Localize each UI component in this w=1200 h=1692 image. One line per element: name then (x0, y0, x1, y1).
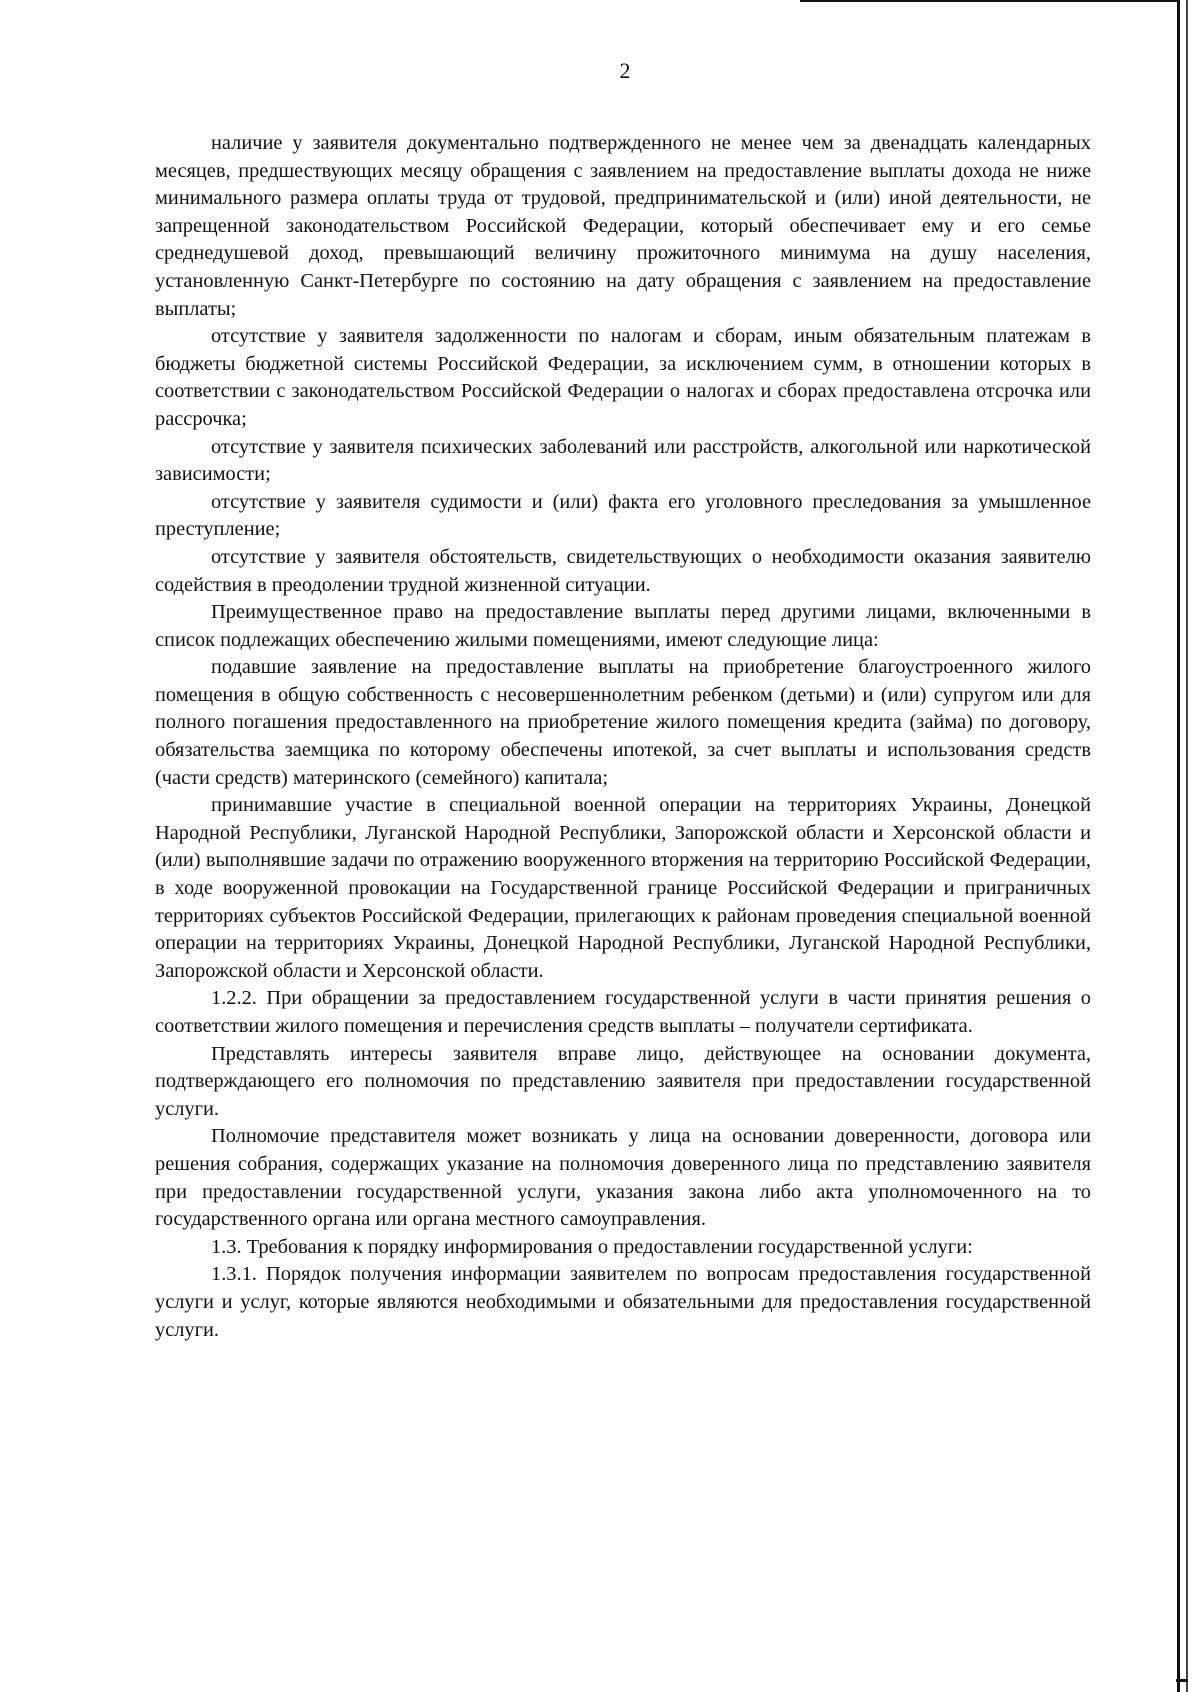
paragraph: 1.2.2. При обращении за предоставлением государственной услуги в части принятия решения о соответствии жилого помещения и перечисления средств выплаты – получатели сертификата. (155, 987, 1091, 1037)
paragraph: Представлять интересы заявителя вправе лицо, действующее на основании документа, подтверждающего его полномочия по представлению заявителя при предоставлении государственной услуги. (155, 1042, 1091, 1120)
scan-edge-right (1177, 0, 1180, 1692)
paragraph: отсутствие у заявителя судимости и (или) факта его уголовного преследования за умышленное преступление; (155, 490, 1091, 541)
paragraph: отсутствие у заявителя обстоятельств, свидетельствующих о необходимости оказания заявителю содействия в преодолении трудной жизненной ситуации. (155, 545, 1091, 596)
paragraph: 1.3.1. Порядок получения информации заявителем по вопросам предоставления государственной услуги и услуг, которые являются необходимыми и обязательными для предоставления государственной услуги. (155, 1263, 1091, 1341)
paragraph: Преимущественное право на предоставление выплаты перед другими лицами, включенными в список подлежащих обеспечению жилыми помещениями, имеют следующие лица: (155, 601, 1091, 651)
paragraph: 1.3. Требования к порядку информирования о предоставлении государственной услуги: (211, 1235, 973, 1258)
scan-edge-top (800, 0, 1180, 2)
paragraph: Полномочие представителя может возникать у лица на основании доверенности, договора или решения собрания, содержащих указание на полномочия доверенного лица по представлению заявителя при предоставлении государственной услуги, указания закона либо акта уполномоченного на то государственного органа или органа местного самоуправления. (155, 1125, 1091, 1231)
paragraph: отсутствие у заявителя задолженности по налогам и сборам, иным обязательным платежам в бюджеты бюджетной системы Российской Федерации, за исключением сумм, в отношении которых в соответствии с законодательством Российской Федерации о налогах и сборах предоставлена отсрочка или рассрочка; (155, 325, 1091, 430)
paragraph: подавшие заявление на предоставление выплаты на приобретение благоустроенного жилого помещения в общую собственность с несовершеннолетним ребенком (детьми) и (или) супругом или для полного погашения предоставленного на приобретение жилого помещения кредита (займа) по договору, обязательства заемщика по которому обеспечены ипотекой, за счет выплаты и использования средств (части средств) материнского (семейного) капитала; (155, 656, 1091, 789)
paragraph: наличие у заявителя документально подтвержденного не менее чем за двенадцать календарных месяцев, предшествующих месяцу обращения с заявлением на предоставление выплаты дохода не ниже минимального размера оплаты труда от трудовой, предпринимательской и (или) иной деятельности, не запрещенной законодательством Российской Федерации, который обеспечивает ему и его семье среднедушевой доход, превышающий величину прожиточного минимума на душу населения, установленную Санкт-Петербурге по состоянию на дату обращения с заявлением на предоставление выплаты; (155, 132, 1091, 320)
page-number: 2 (619, 58, 631, 83)
scan-edge-right-inner (1186, 0, 1188, 1692)
paragraph: отсутствие у заявителя психических заболеваний или расстройств, алкогольной или наркотической зависимости; (155, 435, 1091, 486)
paragraph: принимавшие участие в специальной военной операции на территориях Украины, Донецкой Народной Республики, Луганской Народной Республики, Запорожской области и Херсонской области и (или) выполнявшие задачи по отражению вооруженного вторжения на территорию Российской Федерации, в ходе вооруженной провокации на Государственной границе Российской Федерации и приграничных территориях субъектов Российской Федерации, прилегающих к районам проведения специальной военной операции на территориях Украины, Донецкой Народной Республики, Луганской Народной Республики, Запорожской области и Херсонской области. (155, 794, 1091, 982)
scan-edge-bottom (1176, 1679, 1188, 1682)
document-body (155, 130, 1091, 1344)
